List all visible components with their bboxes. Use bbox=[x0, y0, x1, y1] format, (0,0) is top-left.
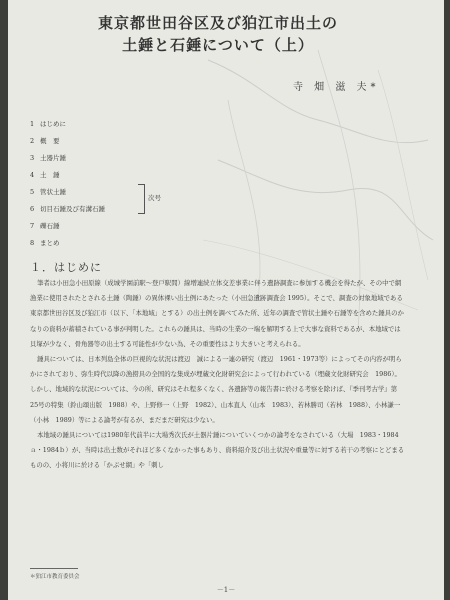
paragraph: 本地域の錘具については1980年代前半に大場秀次氏が土器片錘についていくつかの論考をなされている（大場 1983・1984ａ・1984ｂ）が、当時は出土数がそれほど多くなかった事もあり、資料紹介及び出土状況や重量等に対する若干の考察にとどまるものの、小将川に於ける「かぶせ網」や「刺し bbox=[30, 431, 405, 470]
footnote-divider bbox=[30, 568, 78, 569]
toc-item bbox=[30, 150, 210, 167]
paragraph: 筆者は小田急小田原線（成城学園前駅～登戸駅間）線増連続立体交差事業に伴う遺跡調査に参加する機会を得たが、その中で網漁業に使用されたとされる土錘（陶錘）の異体裸い出土例にあたった（小田急遺跡調査会 1995）。そこで、調査の対象地域である東京都世田谷区及び狛江市（以下、「本地域」とする）の出土例を調べてみた所、近年の調査で管状土錘や石錘等を含めた錘具のかなりの資料が蓄積されている事が判明した。これらの錘具は、当時の生業の一端を解明する上で大事な資料であるが、本地域では貝塚が少なく、骨角器等の出土する可能性が少ない為、その重要性はより大きいと考えられる。 bbox=[30, 279, 404, 348]
toc-item bbox=[30, 116, 210, 133]
toc-item-number: 2 bbox=[30, 137, 35, 145]
toc-next-issue-note: 次号 bbox=[148, 194, 161, 202]
toc-brace bbox=[138, 184, 145, 214]
toc-item bbox=[30, 184, 210, 201]
toc-item-number: 5 bbox=[30, 188, 35, 196]
toc-item-number: 4 bbox=[30, 171, 35, 179]
paper-title bbox=[68, 12, 368, 56]
document-page bbox=[8, 0, 444, 600]
toc-item bbox=[30, 201, 210, 218]
toc-item-label: 土 錘 bbox=[40, 171, 60, 179]
toc-item-label: 概 要 bbox=[40, 137, 60, 145]
toc-item-number: 8 bbox=[30, 239, 35, 247]
body-text bbox=[30, 276, 405, 474]
toc-item bbox=[30, 218, 210, 235]
section-heading: １．はじめに bbox=[30, 261, 102, 274]
toc-item-label: 礫石錘 bbox=[40, 222, 60, 230]
table-of-contents bbox=[30, 116, 210, 252]
toc-item-number: 7 bbox=[30, 222, 35, 230]
toc-item bbox=[30, 133, 210, 150]
footnote: ＊狛江市教育委員会 bbox=[30, 574, 80, 580]
page-number: －1－ bbox=[216, 586, 236, 594]
title-line-1: 東京都世田谷区及び狛江市出土の bbox=[97, 14, 338, 32]
toc-item-label: まとめ bbox=[40, 239, 60, 247]
toc-item-number: 1 bbox=[30, 120, 35, 128]
toc-item-label: 切目石錘及び有溝石錘 bbox=[40, 205, 105, 213]
toc-item bbox=[30, 235, 210, 252]
toc-item-label: はじめに bbox=[40, 120, 66, 128]
author-name: 寺 畑 滋 夫* bbox=[293, 82, 380, 93]
toc-item bbox=[30, 167, 210, 184]
toc-item-label: 土器片錘 bbox=[40, 154, 66, 162]
toc-item-number: 3 bbox=[30, 154, 35, 162]
paragraph: 錘具については、日本列島全体の巨視的な状況は渡辺 誠による一連の研究（渡辺 1961・1973等）によってその内容が明らかにされており、弥生時代以降の漁撈具の全国的な集成が埋蔵文化財研究会によって行われている（埋蔵文化財研究会 1986）。しかし、地域的な状況については、今の所、研究はそれ程多くなく、各遺跡等の報告書に於ける考察を除けば、『季刊考古学』第25号の特集（鈴山頌出版 1988）や、上野修一（上野 1982）、山本直人（山本 1983）、若林勝司（若林 1988）、小林謙一（小林 1989）等による論考が有るが、まだまだ研究は少ない。 bbox=[30, 355, 402, 424]
title-line-2: 土錘と石錘について（上） bbox=[122, 36, 314, 54]
toc-item-label: 管状土錘 bbox=[40, 188, 66, 196]
toc-item-number: 6 bbox=[30, 205, 35, 213]
